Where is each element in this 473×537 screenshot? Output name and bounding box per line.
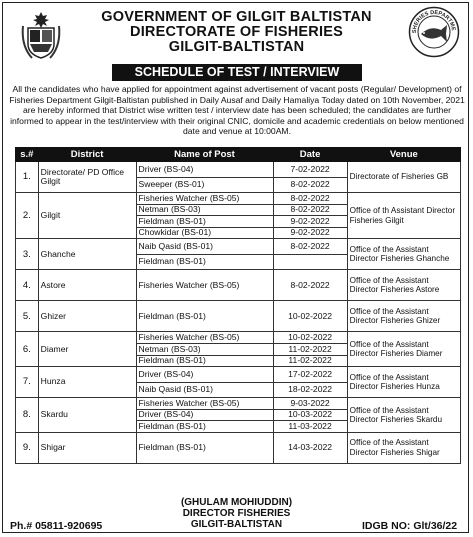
date-cell: 9-03-2022 [273, 398, 347, 410]
region-heading: GILGIT-BALTISTAN [168, 39, 305, 55]
post-name-cell: Fieldman (BS-01) [136, 216, 273, 228]
column-header-district: District [38, 148, 136, 162]
date-cell: 14-03-2022 [273, 432, 347, 463]
column-header-venue: Venue [347, 148, 460, 162]
signatory-place: GILGIT-BALTISTAN [190, 519, 283, 530]
date-cell: 11-03-2022 [273, 421, 347, 433]
district-cell: Gilgit [38, 193, 136, 239]
district-cell: Hunza [38, 367, 136, 398]
post-name-cell: Driver (BS-04) [136, 367, 273, 383]
table-row [16, 332, 461, 344]
post-name-cell: Fieldman (BS-01) [136, 355, 273, 367]
district-cell: Shigar [38, 432, 136, 463]
date-cell: 10-02-2022 [273, 301, 347, 332]
date-cell: 11-02-2022 [273, 355, 347, 367]
venue-cell: Office of the Assistant Director Fisheries Diamer [347, 332, 460, 367]
schedule-table [15, 147, 461, 464]
date-cell: 11-02-2022 [273, 343, 347, 355]
table-row [16, 432, 461, 463]
signatory-name: (GHULAM MOHIUDDIN) [180, 497, 293, 508]
district-cell: Directorate/ PD Office Gilgit [38, 162, 136, 193]
post-name-cell: Fieldman (BS-01) [136, 421, 273, 433]
venue-cell: Office of the Assistant Director Fisheries Ghanche [347, 239, 460, 270]
table-row [16, 270, 461, 301]
post-name-cell: Fieldman (BS-01) [136, 301, 273, 332]
date-cell: 8-02-2022 [273, 177, 347, 193]
venue-cell: Office of the Assistant Director Fisheries Ghizer [347, 301, 460, 332]
date-cell: 18-02-2022 [273, 382, 347, 398]
post-name-cell: Driver (BS-04) [136, 162, 273, 178]
date-cell: 10-03-2022 [273, 409, 347, 421]
intro-paragraph: All the candidates who have applied for appointment against advertisement of vacant posts (Regular/ Development) of Fisheries Department Gilgit-Baltistan published in Daily Ausaf and Daily Hamaliya Today dated on 10th November, 2021 are hereby informed that District wise written test / interview date has been scheduled; the candidates are further informed to appear in the test/interview with their original CNIC, domicile and academic credentials on below mentioned date and venue at 10:00AM. [9, 84, 465, 137]
post-name-cell: Naib Qasid (BS-01) [136, 382, 273, 398]
post-name-cell: Fisheries Watcher (BS-05) [136, 398, 273, 410]
table-row [16, 301, 461, 332]
serial-number-cell: 6. [16, 332, 39, 367]
serial-number-cell: 8. [16, 398, 39, 433]
serial-number-cell: 7. [16, 367, 39, 398]
district-cell: Ghizer [38, 301, 136, 332]
post-name-cell: Sweeper (BS-01) [136, 177, 273, 193]
post-name-cell: Fieldman (BS-01) [136, 254, 273, 270]
seal-text: SHERIES DEPARTME [411, 9, 457, 34]
date-cell: 8-02-2022 [273, 270, 347, 301]
date-cell [273, 254, 347, 270]
schedule-banner: SCHEDULE OF TEST / INTERVIEW [112, 64, 362, 81]
date-cell: 10-02-2022 [273, 332, 347, 344]
date-cell: 9-02-2022 [273, 216, 347, 228]
venue-cell: Office of th Assistant Director Fisheries Gilgit [347, 193, 460, 239]
district-cell: Ghanche [38, 239, 136, 270]
column-header-post: Name of Post [136, 148, 273, 162]
table-row [16, 239, 461, 255]
venue-cell: Office of the Assistant Director Fisheries Hunza [347, 367, 460, 398]
directorate-heading: DIRECTORATE OF FISHERIES [130, 24, 343, 40]
district-cell: Skardu [38, 398, 136, 433]
venue-cell: Office of the Assistant Director Fisheries Skardu [347, 398, 460, 433]
post-name-cell: Fieldman (BS-01) [136, 432, 273, 463]
phone-number: Ph.# 05811-920695 [10, 520, 103, 532]
idgb-number: IDGB NO: Glt/36/22 [362, 520, 458, 532]
post-name-cell: Fisheries Watcher (BS-05) [136, 332, 273, 344]
date-cell: 7-02-2022 [273, 162, 347, 178]
serial-number-cell: 4. [16, 270, 39, 301]
post-name-cell: Chowkidar (BS-01) [136, 227, 273, 239]
table-row [16, 398, 461, 410]
column-header-date: Date [273, 148, 347, 162]
table-row [16, 367, 461, 383]
government-heading: GOVERNMENT OF GILGIT BALTISTAN [101, 9, 372, 25]
post-name-cell: Fisheries Watcher (BS-05) [136, 270, 273, 301]
date-cell: 17-02-2022 [273, 367, 347, 383]
schedule-table-body [16, 162, 461, 464]
date-cell: 8-02-2022 [273, 239, 347, 255]
column-header-sn: s.# [16, 148, 39, 162]
table-row [16, 162, 461, 178]
table-row [16, 193, 461, 205]
table-header-row [16, 148, 461, 162]
serial-number-cell: 3. [16, 239, 39, 270]
venue-cell: Directorate of Fisheries GB [347, 162, 460, 193]
district-cell: Diamer [38, 332, 136, 367]
venue-cell: Office of the Assistant Director Fisheries Shigar [347, 432, 460, 463]
post-name-cell: Fisheries Watcher (BS-05) [136, 193, 273, 205]
post-name-cell: Naib Qasid (BS-01) [136, 239, 273, 255]
serial-number-cell: 1. [16, 162, 39, 193]
post-name-cell: Netman (BS-03) [136, 204, 273, 216]
date-cell: 8-02-2022 [273, 204, 347, 216]
signatory-title: DIRECTOR FISHERIES [182, 508, 291, 519]
serial-number-cell: 2. [16, 193, 39, 239]
venue-cell: Office of the Assistant Director Fisheries Astore [347, 270, 460, 301]
serial-number-cell: 5. [16, 301, 39, 332]
district-cell: Astore [38, 270, 136, 301]
post-name-cell: Netman (BS-03) [136, 343, 273, 355]
post-name-cell: Driver (BS-04) [136, 409, 273, 421]
date-cell: 9-02-2022 [273, 227, 347, 239]
serial-number-cell: 9. [16, 432, 39, 463]
date-cell: 8-02-2022 [273, 193, 347, 205]
